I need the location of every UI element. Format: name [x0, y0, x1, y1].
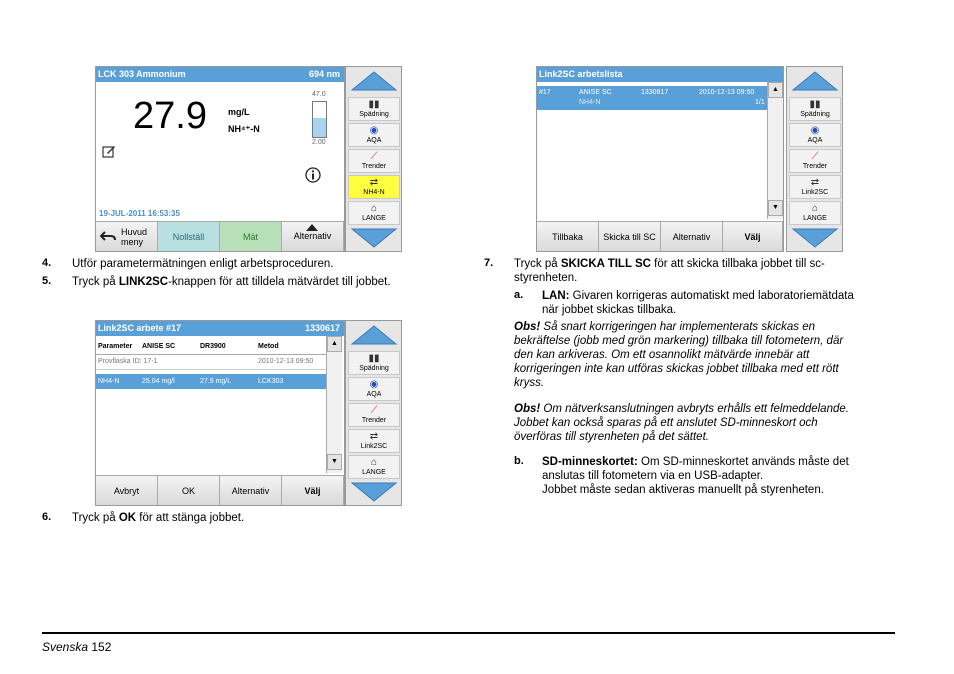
note-2-l1: Om nätverksanslutningen avbryts erhålls ett felmeddelande. [540, 403, 849, 415]
trends-button[interactable] [348, 149, 400, 173]
home-lange-button[interactable] [348, 201, 400, 225]
trend-chart-icon: ⟋ [811, 151, 819, 162]
footer [42, 640, 111, 654]
job-code: 1330617 [304, 323, 340, 333]
step-7-pre: Tryck på [514, 258, 561, 270]
header-name: ANISE SC [142, 343, 176, 350]
range-gauge [312, 101, 327, 138]
info-icon[interactable] [305, 167, 321, 183]
options-button[interactable] [282, 222, 344, 252]
lange-label: LANGE [362, 469, 386, 476]
step-5-text [72, 275, 391, 289]
footer-page: 152 [91, 640, 112, 654]
options-button[interactable]: Alternativ [220, 476, 282, 506]
wavelength: 694 nm [308, 69, 340, 79]
screen-title-bar [96, 67, 344, 82]
dilution-button[interactable] [789, 97, 841, 121]
link2sc-button[interactable] [348, 429, 400, 453]
trends-button[interactable] [348, 403, 400, 427]
aqa-icon: ◉ [369, 125, 379, 136]
home-icon: ⌂ [370, 457, 378, 468]
aqa-icon: ◉ [369, 379, 379, 390]
trends-button[interactable] [789, 149, 841, 173]
note-1-l1: Så snart korrigeringen har implementerats skickas en [540, 321, 816, 333]
trend-chart-icon: ⟋ [370, 405, 378, 416]
step-5-pre: Tryck på [72, 276, 119, 288]
scroll-up-button[interactable]: ▲ [327, 336, 342, 352]
scroll-down-arrow-icon[interactable] [350, 481, 398, 503]
job-name: ANISE SC [579, 89, 612, 96]
sample-label: Provflaska ID: 17-1 [98, 358, 158, 365]
dilution-label: Spädning [800, 111, 830, 118]
sub-b-l3: Jobbet måste sedan aktiveras manuellt på styrenheten. [542, 484, 824, 496]
screen-title-bar [96, 321, 344, 336]
aqa-button[interactable] [789, 123, 841, 147]
job-id: #17 [539, 89, 551, 96]
return-icon [100, 229, 116, 243]
note-2-bold: Obs! [514, 403, 541, 415]
aqa-label: AQA [366, 137, 382, 144]
header-method: Metod [258, 343, 279, 350]
step-6-post: för att stänga jobbet. [136, 512, 245, 524]
result-row[interactable] [96, 374, 326, 389]
sub-b-bold: SD-minneskortet: [542, 456, 638, 468]
note-1-bold: Obs! [514, 321, 541, 333]
link-icon: ⇄ [369, 177, 379, 188]
row-value2: 27.9 mg/L [200, 378, 232, 385]
sub-b-number: b. [514, 455, 524, 467]
measure-button[interactable]: Mät [220, 222, 282, 252]
side-toolbar [345, 66, 402, 252]
note-1-l2: bekräftelse (jobb med grön markering) tillbaka till fotometern, där [514, 335, 844, 347]
ok-button[interactable]: OK [158, 476, 220, 506]
link2sc-nh4-button[interactable] [348, 175, 400, 199]
scroll-up-arrow-icon[interactable] [350, 70, 398, 92]
trend-chart-icon: ⟋ [370, 151, 378, 162]
step-4-text: Utför parametermätningen enligt arbetsproceduren. [72, 258, 334, 270]
trends-label: Trender [361, 163, 387, 170]
link2sc-label: Link2SC [801, 189, 829, 196]
select-button[interactable]: Välj [723, 222, 783, 252]
aqa-label: AQA [366, 391, 382, 398]
step-7-bold: SKICKA TILL SC [560, 258, 651, 270]
table-header [96, 343, 326, 355]
sub-b-l1: Om SD-minneskortet används måste det [637, 456, 849, 468]
dilution-button[interactable] [348, 97, 400, 121]
worklist-row[interactable] [537, 86, 767, 110]
step-7-text [514, 257, 894, 285]
link-icon: ⇄ [369, 431, 379, 442]
step-5-number: 5. [42, 275, 52, 287]
options-button[interactable]: Alternativ [661, 222, 723, 252]
header-device: DR3900 [200, 343, 226, 350]
step-5-bold: LINK2SC [118, 276, 169, 288]
step-7-post1: för att skicka tillbaka jobbet till sc- [650, 258, 825, 270]
bottom-bar [96, 221, 344, 251]
scroll-down-arrow-icon[interactable] [350, 227, 398, 249]
home-lange-button[interactable] [789, 201, 841, 225]
scroll-up-arrow-icon[interactable] [350, 324, 398, 346]
edit-icon[interactable] [102, 144, 116, 158]
bottom-bar [96, 475, 344, 505]
reading-unit: mg/L [228, 107, 250, 117]
link2sc-button[interactable] [789, 175, 841, 199]
datetime: 19-JUL-2011 16:53:35 [99, 209, 180, 218]
select-button[interactable]: Välj [282, 476, 344, 506]
lange-label: LANGE [362, 215, 386, 222]
footer-language: Svenska [42, 640, 89, 654]
sample-row [96, 358, 326, 370]
device-screen-measurement [95, 66, 345, 252]
aqa-button[interactable] [348, 377, 400, 401]
dilution-icon: ▮▮ [368, 99, 380, 110]
step-6-text [72, 511, 244, 525]
scroll-down-button[interactable]: ▼ [768, 200, 783, 216]
dilution-button[interactable] [348, 351, 400, 375]
trends-label: Trender [802, 163, 828, 170]
row-param: NH4-N [98, 378, 120, 385]
step-7-number: 7. [484, 257, 494, 269]
note-1-l5: kryss. [514, 377, 545, 389]
job-param: NH4-N [579, 99, 601, 106]
main-menu-label: Huvud meny [121, 227, 148, 247]
device-screen-job [95, 320, 345, 506]
note-1 [514, 320, 904, 390]
home-icon: ⌂ [811, 203, 819, 214]
step-5-post: -knappen för att tilldela mätvärdet till jobbet. [168, 276, 391, 288]
reading-value: 27.9 [133, 95, 207, 137]
sub-a-number: a. [514, 289, 524, 301]
step-6-pre: Tryck på [72, 512, 119, 524]
aqa-button[interactable] [348, 123, 400, 147]
bottom-bar [537, 221, 783, 251]
side-toolbar [786, 66, 843, 252]
range-gauge-fill [313, 118, 326, 137]
sub-a-text [542, 289, 902, 317]
scrollbar[interactable] [326, 336, 342, 473]
scroll-down-button[interactable]: ▼ [327, 454, 342, 470]
screen-title: Link2SC arbetslista [539, 69, 623, 79]
footer-rule [42, 632, 895, 634]
dilution-label: Spädning [359, 111, 389, 118]
screen-title-bar [537, 67, 783, 82]
step-6-bold: OK [118, 512, 137, 524]
row-value1: 25.04 mg/l [142, 378, 175, 385]
aqa-label: AQA [807, 137, 823, 144]
trends-label: Trender [361, 417, 387, 424]
step-4-number: 4. [42, 257, 52, 269]
home-lange-button[interactable] [348, 455, 400, 479]
send-to-sc-button[interactable]: Skicka till SC [599, 222, 661, 252]
sub-b-l2: anslutas till fotometern via en USB-adapter. [542, 470, 764, 482]
note-2-l3: överföras till styrenheten på det sättet. [514, 431, 709, 443]
step-7-post2: styrenheten. [514, 272, 578, 284]
note-1-l4: korrigeringen inte kan utföras skickas jobbet tillbaka med ett rött [514, 363, 839, 375]
scrollbar[interactable] [767, 82, 783, 219]
aqa-icon: ◉ [810, 125, 820, 136]
screen-title: Link2SC arbete #17 [98, 323, 182, 333]
back-button[interactable]: Tillbaka [537, 222, 599, 252]
range-min: 2.00 [312, 139, 326, 146]
main-menu-button[interactable] [96, 222, 158, 252]
scroll-down-arrow-icon[interactable] [791, 227, 839, 249]
step-6-number: 6. [42, 511, 52, 523]
options-label: Alternativ [293, 231, 332, 241]
home-icon: ⌂ [370, 203, 378, 214]
zero-button[interactable]: Nollställ [158, 222, 220, 252]
sub-a-bold: LAN: [542, 290, 570, 302]
range-max: 47.0 [312, 91, 326, 98]
link-icon: ⇄ [810, 177, 820, 188]
row-method: LCK303 [258, 378, 284, 385]
caret-up-icon [306, 224, 318, 231]
note-2 [514, 402, 904, 444]
side-toolbar [345, 320, 402, 506]
reading-formula: NH⁴⁺-N [228, 124, 260, 134]
sample-date: 2010-12-13 09:50 [258, 358, 314, 365]
scroll-up-arrow-icon[interactable] [791, 70, 839, 92]
device-screen-worklist [536, 66, 784, 252]
dilution-label: Spädning [359, 365, 389, 372]
note-1-l3: den kan arkiveras. Om ett osannolikt mätvärde innebär att [514, 349, 810, 361]
scroll-up-button[interactable]: ▲ [768, 82, 783, 98]
link2sc-label: Link2SC [360, 443, 388, 450]
dilution-icon: ▮▮ [809, 99, 821, 110]
screen-title: LCK 303 Ammonium [98, 69, 186, 79]
cancel-button[interactable]: Avbryt [96, 476, 158, 506]
job-date: 2010-12-13 09:50 [699, 89, 755, 96]
note-2-l2: Jobbet kan också sparas på ett anslutet SD-minneskort och [514, 417, 818, 429]
sub-b-text [542, 455, 902, 497]
job-count: 1/1 [755, 99, 765, 106]
lange-label: LANGE [803, 215, 827, 222]
sub-a-l1: Givaren korrigeras automatiskt med laboratoriemätdata [569, 290, 854, 302]
dilution-icon: ▮▮ [368, 353, 380, 364]
nh4-label: NH4-N [363, 189, 385, 196]
header-param: Parameter [98, 343, 133, 350]
job-code: 1330617 [641, 89, 669, 96]
sub-a-l2: när jobbet skickas tillbaka. [542, 304, 677, 316]
